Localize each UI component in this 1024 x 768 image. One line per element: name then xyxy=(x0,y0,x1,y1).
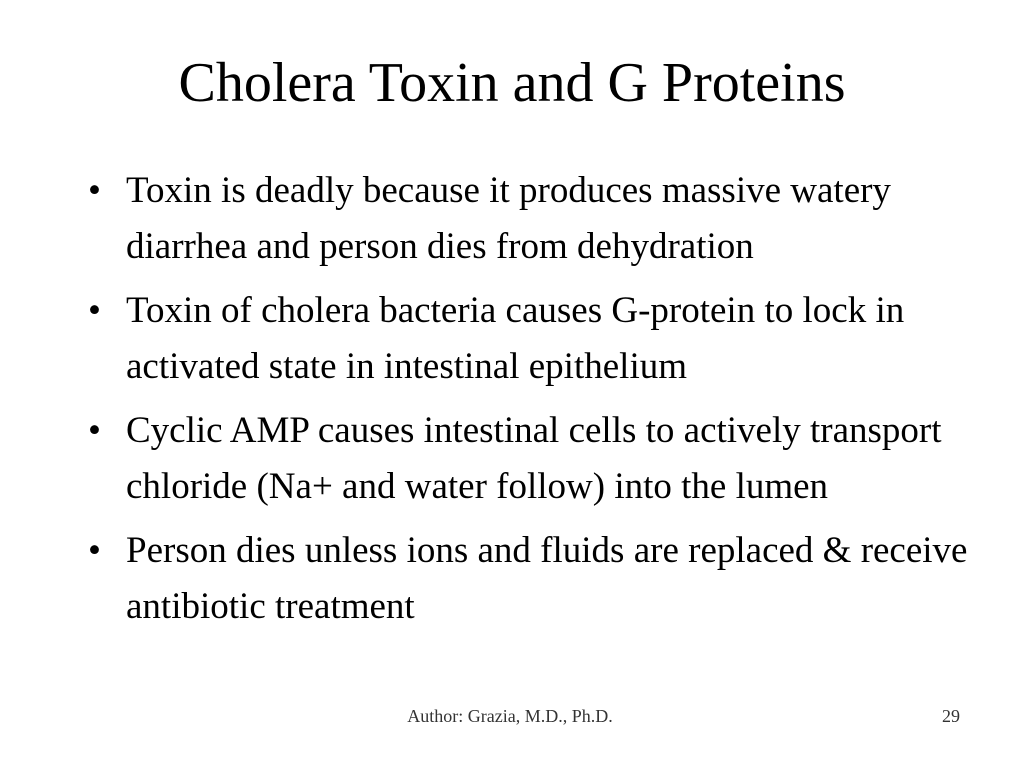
slide-number: 29 xyxy=(942,706,960,726)
bullet-text: Person dies unless ions and fluids are replaced & receive antibiotic treatment xyxy=(126,530,968,627)
slide-footer: Author: Grazia, M.D., Ph.D. xyxy=(407,706,613,726)
bullet-item xyxy=(84,403,984,515)
bullet-icon: • xyxy=(88,290,101,331)
bullet-text: Toxin is deadly because it produces massive watery diarrhea and person dies from dehydration xyxy=(126,170,891,267)
bullet-item xyxy=(84,163,984,275)
bullet-text: Cyclic AMP causes intestinal cells to actively transport chloride (Na+ and water follow) into the lumen xyxy=(126,410,942,507)
bullet-list xyxy=(84,163,984,643)
bullet-item xyxy=(84,283,984,395)
bullet-icon: • xyxy=(88,410,101,451)
bullet-icon: • xyxy=(88,170,101,211)
bullet-icon: • xyxy=(88,530,101,571)
slide-title: Cholera Toxin and G Proteins xyxy=(178,52,846,114)
bullet-text: Toxin of cholera bacteria causes G-protein to lock in activated state in intestinal epithelium xyxy=(126,290,905,387)
bullet-item xyxy=(84,523,984,635)
